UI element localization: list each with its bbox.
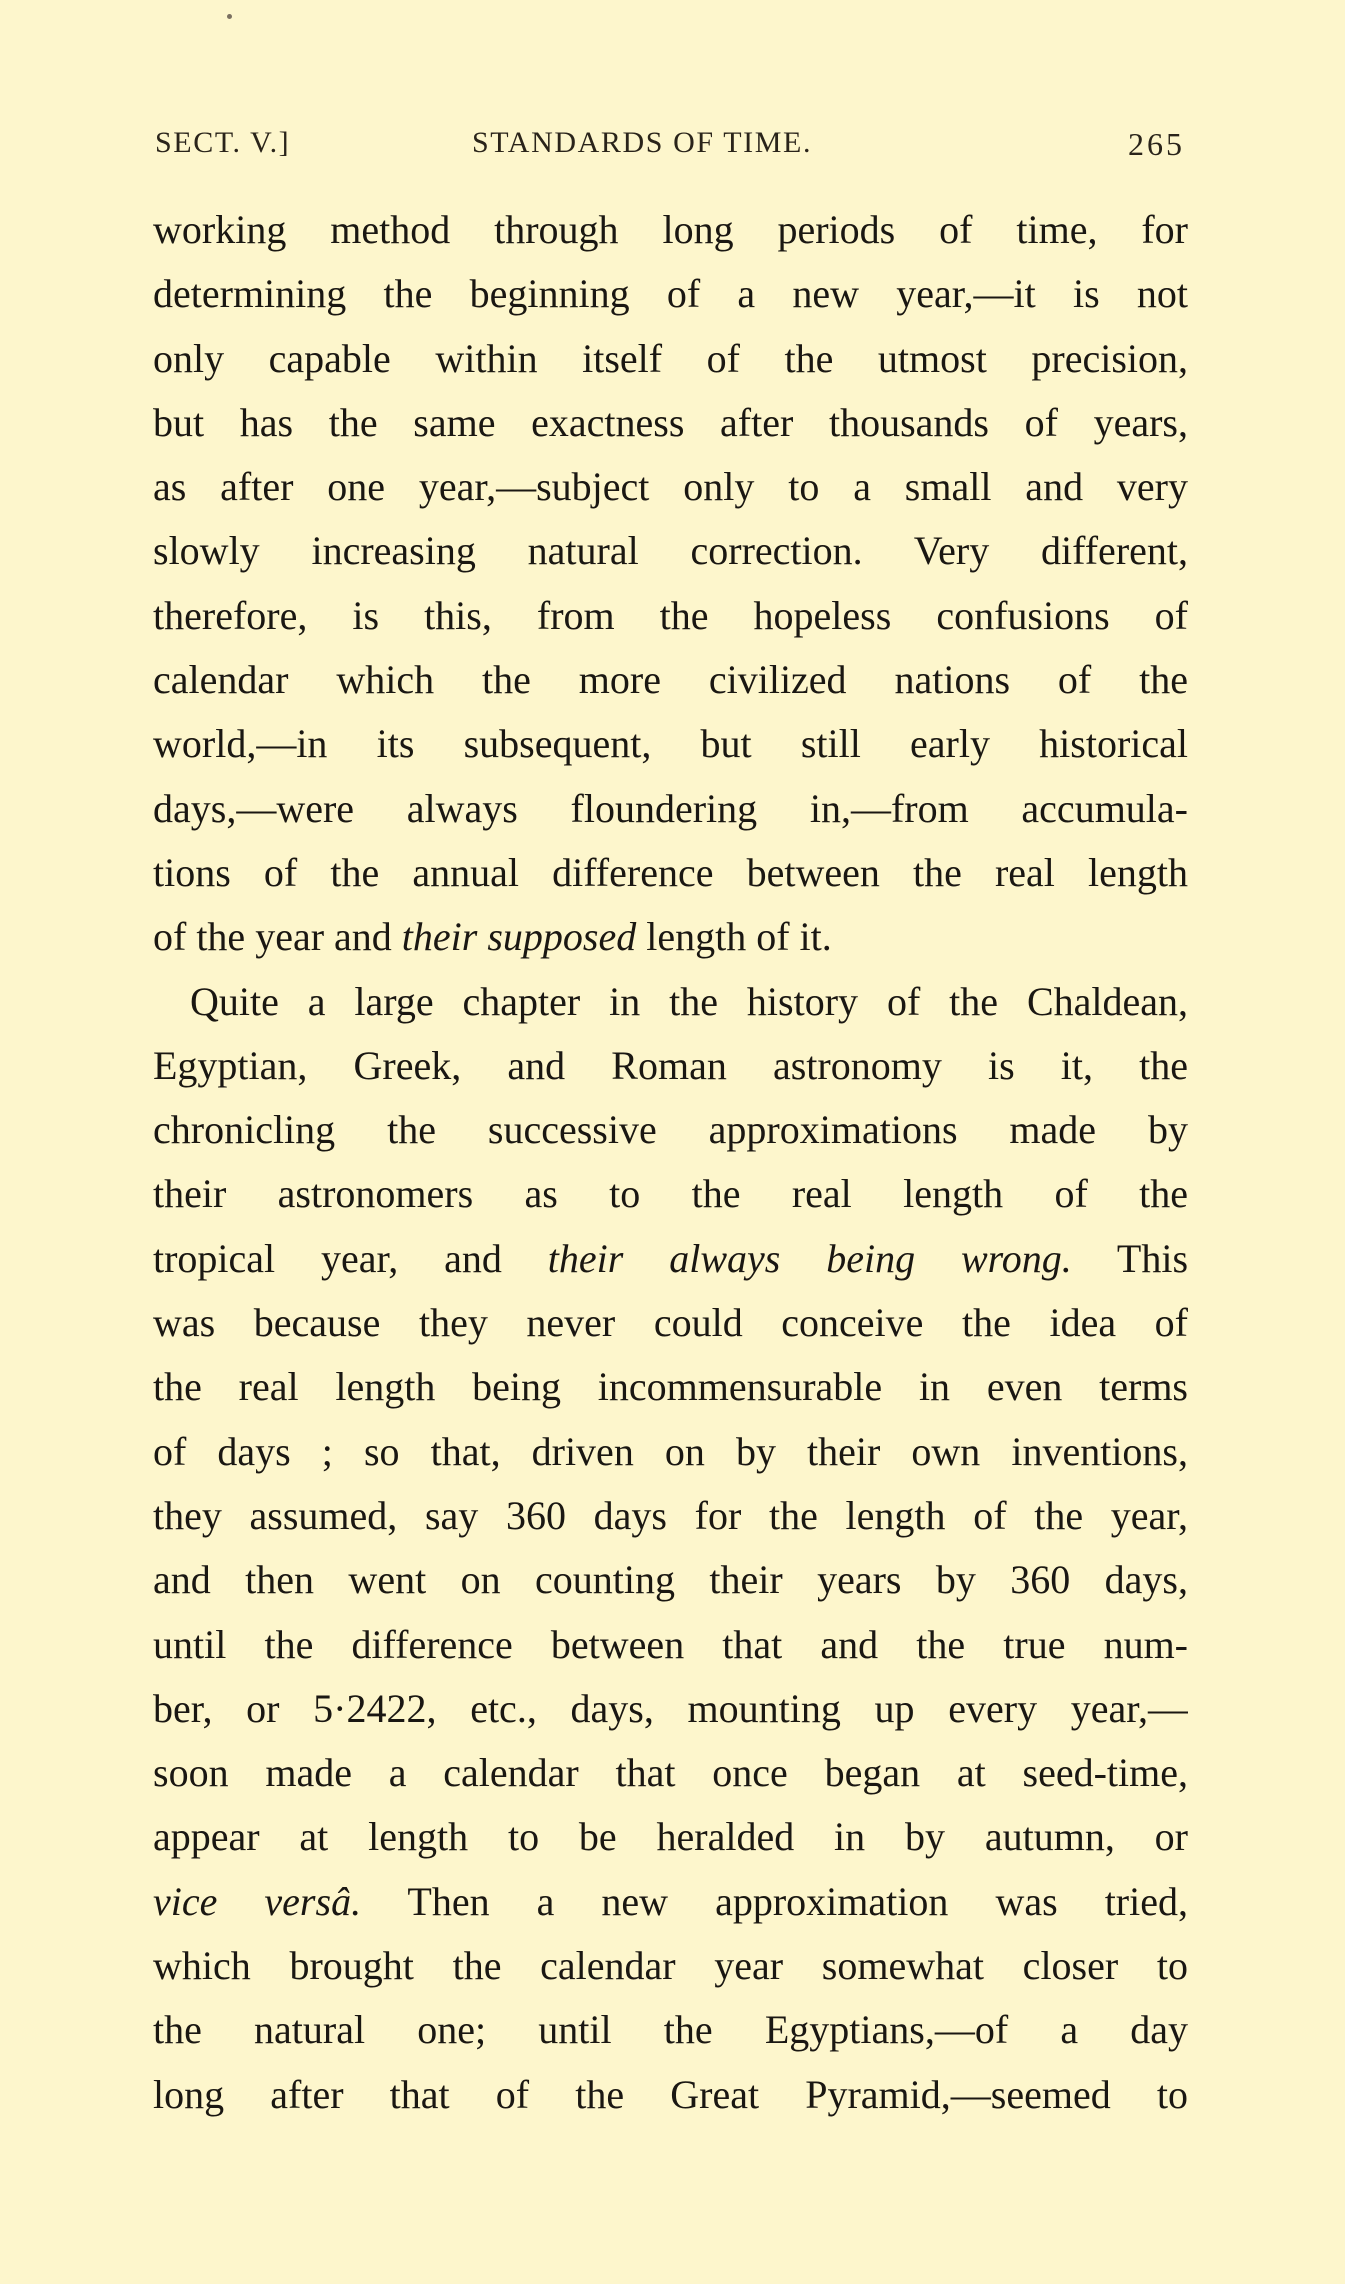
text-line: [153, 2063, 1188, 2127]
running-header: [155, 126, 1185, 170]
text-segment: their astronomers as to the real length of the: [153, 1171, 1188, 1217]
text-segment: only capable within itself of the utmost precision,: [153, 335, 1188, 381]
text-segment: chronicling the successive approximations made by: [153, 1107, 1188, 1153]
text-segment: until the difference between that and the true num-: [153, 1621, 1188, 1667]
text-segment: the natural one; until the Egyptians,—of a day: [153, 2007, 1188, 2053]
text-line: [153, 648, 1188, 712]
text-segment: calendar which the more civilized nations of the: [153, 657, 1188, 703]
section-marker: SECT. V.]: [155, 126, 291, 159]
text-segment: long after that of the Great Pyramid,—seemed to: [153, 2071, 1188, 2117]
text-line: [153, 1548, 1188, 1612]
text-line: [153, 1484, 1188, 1548]
text-segment: of the year and: [153, 914, 402, 960]
text-segment: therefore, is this, from the hopeless confusions of: [153, 592, 1188, 638]
text-line: [153, 455, 1188, 519]
text-line: [153, 1355, 1188, 1419]
text-line: [153, 391, 1188, 455]
text-line: [153, 262, 1188, 326]
text-segment: Quite a large chapter in the history of the Chaldean,: [190, 978, 1188, 1024]
text-segment: the real length being incommensurable in even terms: [153, 1364, 1188, 1410]
text-segment: soon made a calendar that once began at seed-time,: [153, 1750, 1188, 1796]
text-segment: which brought the calendar year somewhat closer to: [153, 1943, 1188, 1989]
text-line: [153, 1998, 1188, 2062]
text-segment: Egyptian, Greek, and Roman astronomy is it, the: [153, 1042, 1188, 1088]
body-text: [153, 198, 1188, 2127]
text-segment: appear at length to be heralded in by autumn, or: [153, 1814, 1188, 1860]
text-segment: world,—in its subsequent, but still early historical: [153, 721, 1188, 767]
running-title: STANDARDS OF TIME.: [472, 126, 813, 159]
text-line: [153, 198, 1188, 262]
text-line: [153, 905, 1188, 969]
text-segment: days,—were always floundering in,—from accumula-: [153, 785, 1188, 831]
text-segment: length of it.: [636, 914, 832, 960]
text-segment: ber, or 5·2422, etc., days, mounting up every year,—: [153, 1685, 1188, 1731]
text-line: [153, 1227, 1188, 1291]
text-segment: Then a new approximation was tried,: [361, 1878, 1188, 1924]
text-line: [153, 1420, 1188, 1484]
text-line: [153, 1741, 1188, 1805]
text-segment: they assumed, say 360 days for the length of the year,: [153, 1492, 1188, 1538]
text-segment: as after one year,—subject only to a small and very: [153, 464, 1188, 510]
text-line: [153, 970, 1188, 1034]
text-line: [153, 1677, 1188, 1741]
page-number: 265: [1128, 126, 1185, 162]
text-segment: working method through long periods of time, for: [153, 207, 1188, 252]
text-segment: slowly increasing natural correction. Very different,: [153, 528, 1188, 574]
text-line: [153, 841, 1188, 905]
text-segment: This: [1071, 1235, 1188, 1281]
text-line: [153, 1098, 1188, 1162]
italic-text: their always being wrong.: [547, 1235, 1072, 1281]
text-line: [153, 327, 1188, 391]
text-segment: determining the beginning of a new year,—it is not: [153, 271, 1188, 317]
text-segment: tions of the annual difference between the real length: [153, 849, 1188, 895]
text-segment: of days ; so that, driven on by their own inventions,: [153, 1428, 1188, 1474]
text-line: [153, 1291, 1188, 1355]
text-line: [153, 1805, 1188, 1869]
text-segment: and then went on counting their years by 360 days,: [153, 1557, 1188, 1603]
text-line: [153, 1162, 1188, 1226]
text-line: [153, 584, 1188, 648]
text-line: [153, 519, 1188, 583]
italic-text: vice versâ.: [153, 1878, 362, 1924]
text-line: [153, 1613, 1188, 1677]
text-line: [153, 1034, 1188, 1098]
text-line: [153, 712, 1188, 776]
text-segment: was because they never could conceive the idea of: [153, 1300, 1188, 1346]
text-segment: tropical year, and: [153, 1235, 548, 1281]
italic-text: their supposed: [401, 914, 637, 960]
text-line: [153, 1934, 1188, 1998]
text-line: [153, 777, 1188, 841]
text-line: [153, 1870, 1188, 1934]
print-speck: [227, 14, 232, 19]
text-segment: but has the same exactness after thousands of years,: [153, 399, 1188, 445]
